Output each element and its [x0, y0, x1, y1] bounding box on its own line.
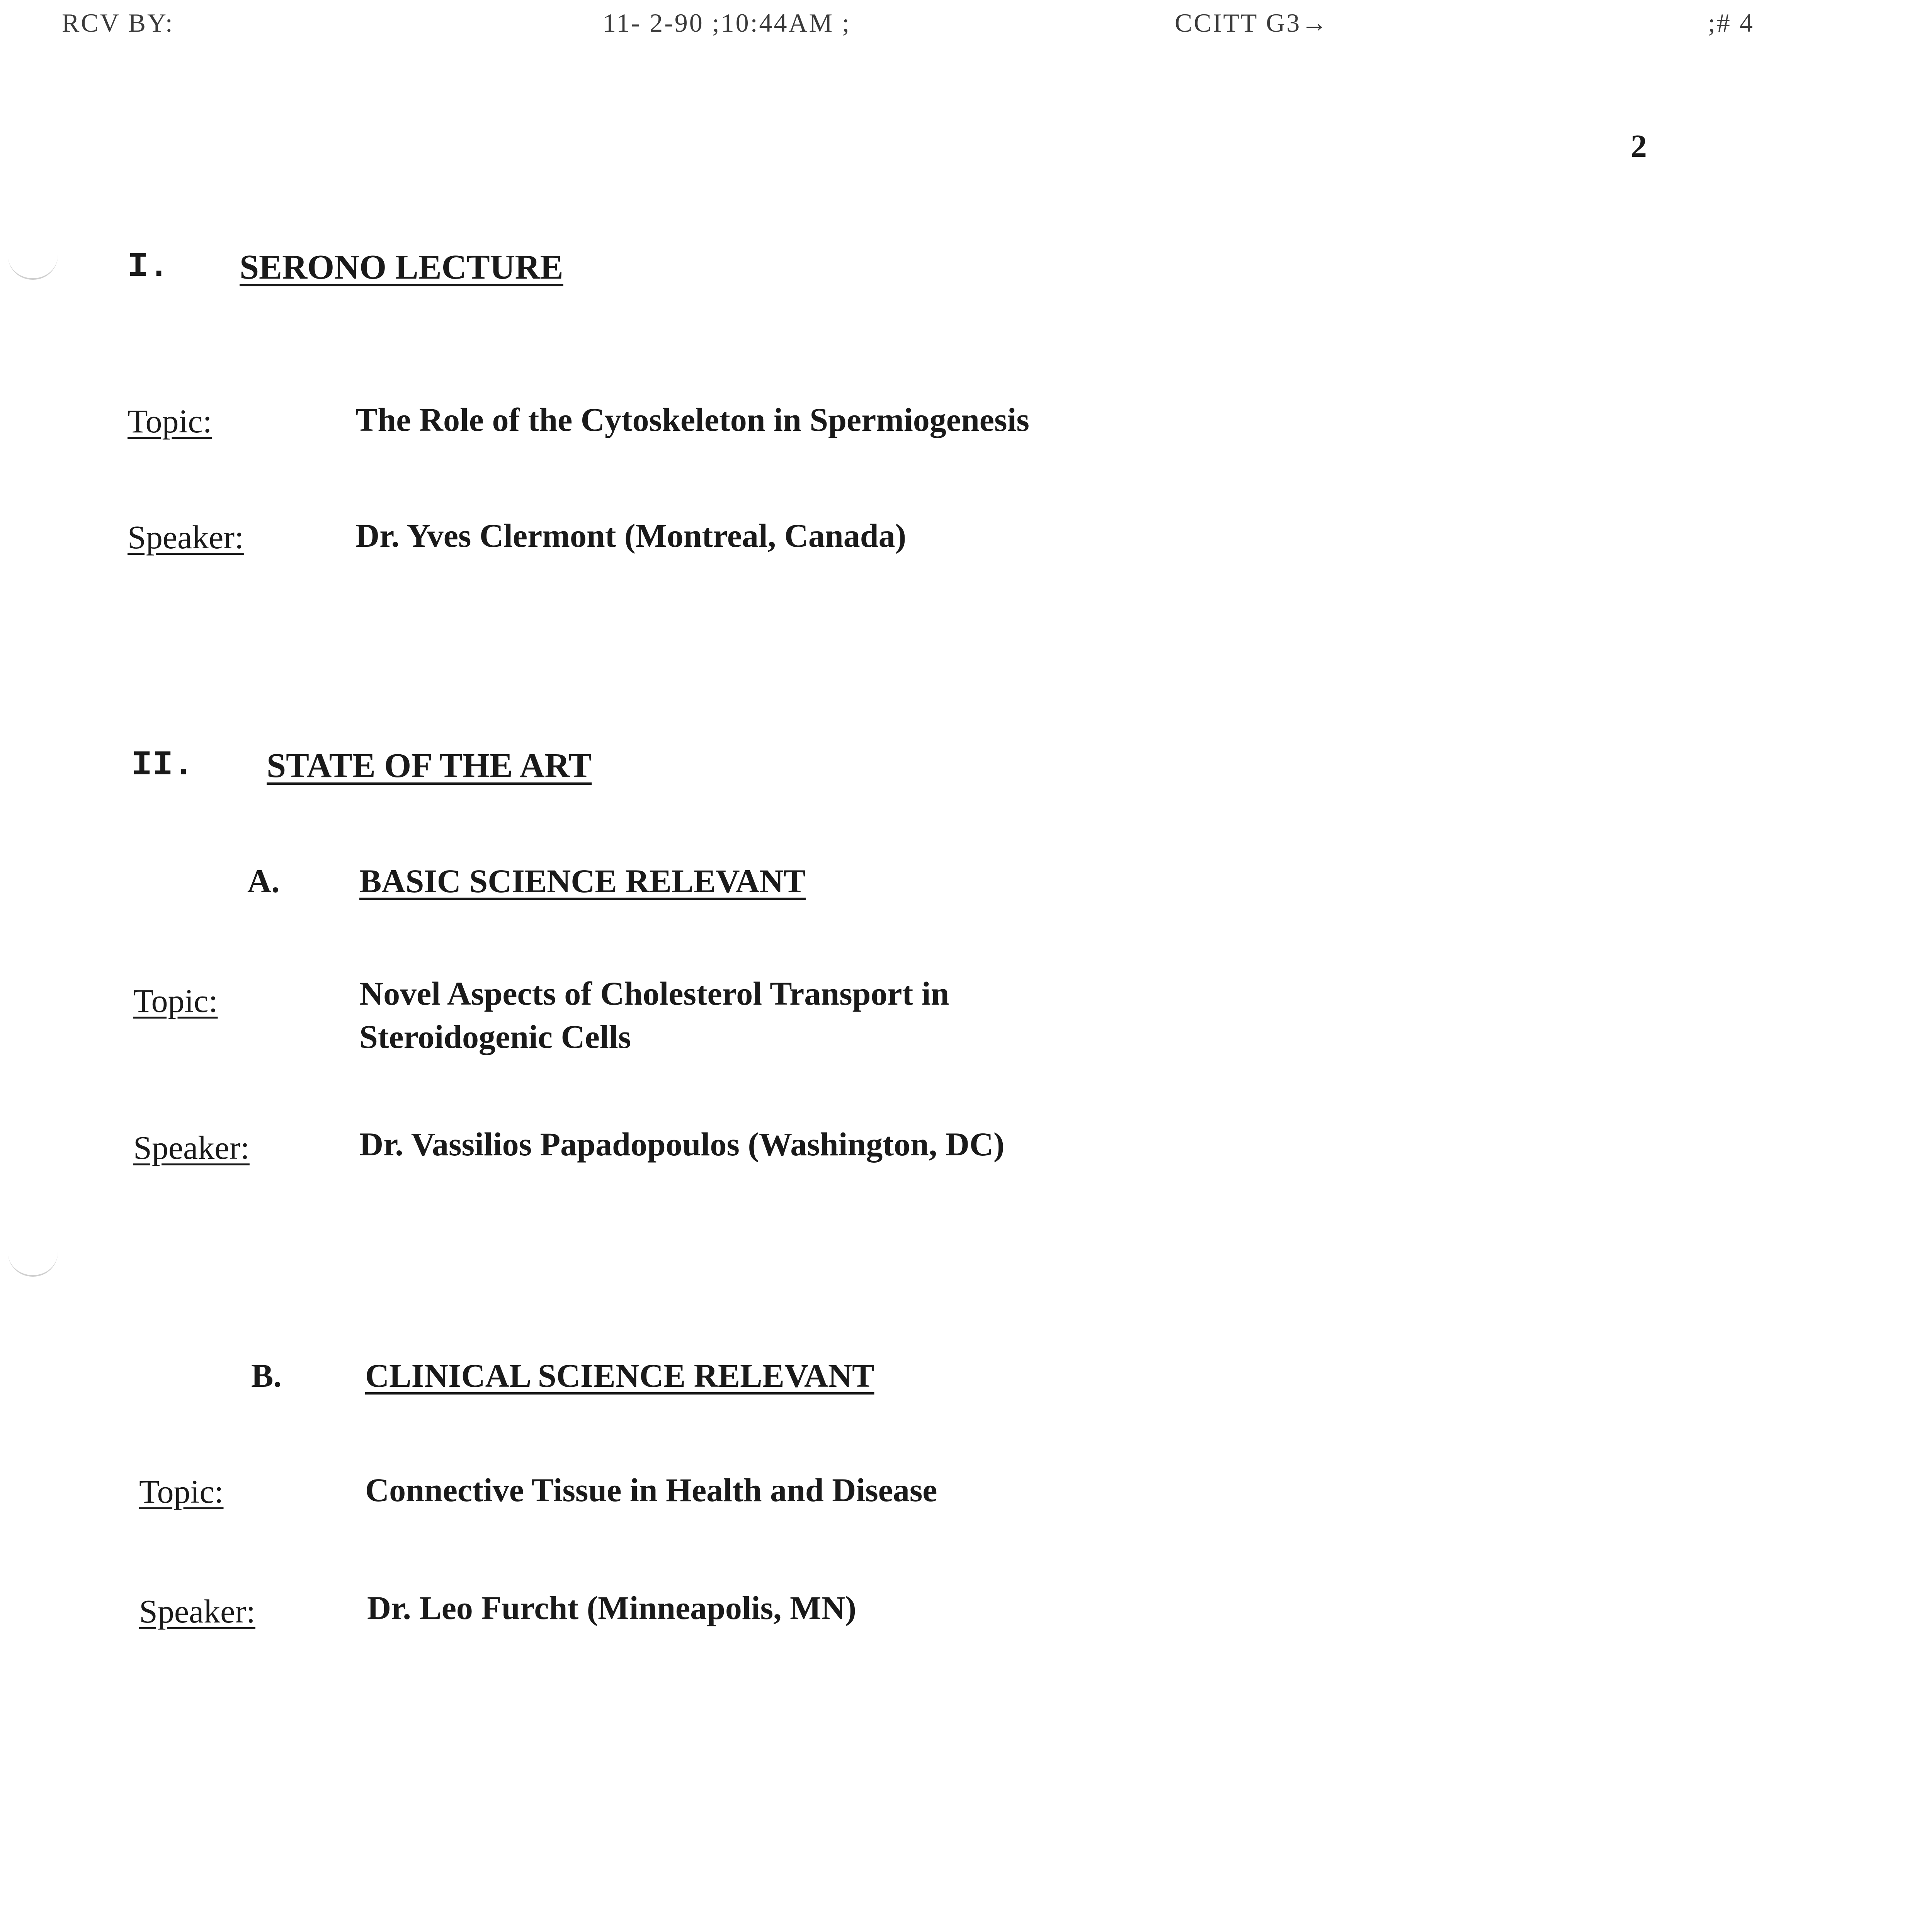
fax-ccitt: CCITT G3→	[1175, 8, 1329, 37]
topic-line: Novel Aspects of Cholesterol Transport in	[359, 975, 949, 1012]
speaker-label: Speaker:	[128, 519, 244, 556]
topic-label: Topic:	[128, 403, 212, 440]
subsection-title: BASIC SCIENCE RELEVANT	[359, 862, 806, 900]
topic-line: Steroidogenic Cells	[359, 1018, 631, 1055]
subsection-title: CLINICAL SCIENCE RELEVANT	[365, 1357, 874, 1394]
speaker-label: Speaker:	[139, 1593, 255, 1630]
punch-mark	[8, 255, 58, 280]
fax-rcv-by: RCV BY:	[62, 8, 174, 37]
punch-mark	[8, 1252, 58, 1277]
topic-value	[359, 972, 1287, 1058]
subsection-letter: B.	[251, 1357, 282, 1394]
page-number: 2	[1631, 128, 1647, 164]
topic-value: Connective Tissue in Health and Disease	[365, 1471, 937, 1509]
speaker-value: Dr. Vassilios Papadopoulos (Washington, DC)	[359, 1126, 1005, 1163]
topic-label: Topic:	[139, 1473, 224, 1510]
speaker-value: Dr. Leo Furcht (Minneapolis, MN)	[367, 1589, 857, 1626]
topic-label: Topic:	[133, 982, 218, 1019]
section-title: STATE OF THE ART	[267, 747, 592, 785]
fax-datetime: 11- 2-90 ;10:44AM ;	[603, 8, 851, 37]
section-numeral: I.	[128, 247, 170, 287]
section-numeral: II.	[131, 746, 194, 785]
topic-value: The Role of the Cytoskeleton in Spermiogenesis	[356, 401, 1029, 438]
section-title: SERONO LECTURE	[240, 248, 563, 286]
speaker-value: Dr. Yves Clermont (Montreal, Canada)	[356, 517, 907, 554]
fax-page-ref: ;# 4	[1708, 8, 1754, 37]
speaker-label: Speaker:	[133, 1129, 250, 1166]
subsection-letter: A.	[247, 862, 280, 900]
